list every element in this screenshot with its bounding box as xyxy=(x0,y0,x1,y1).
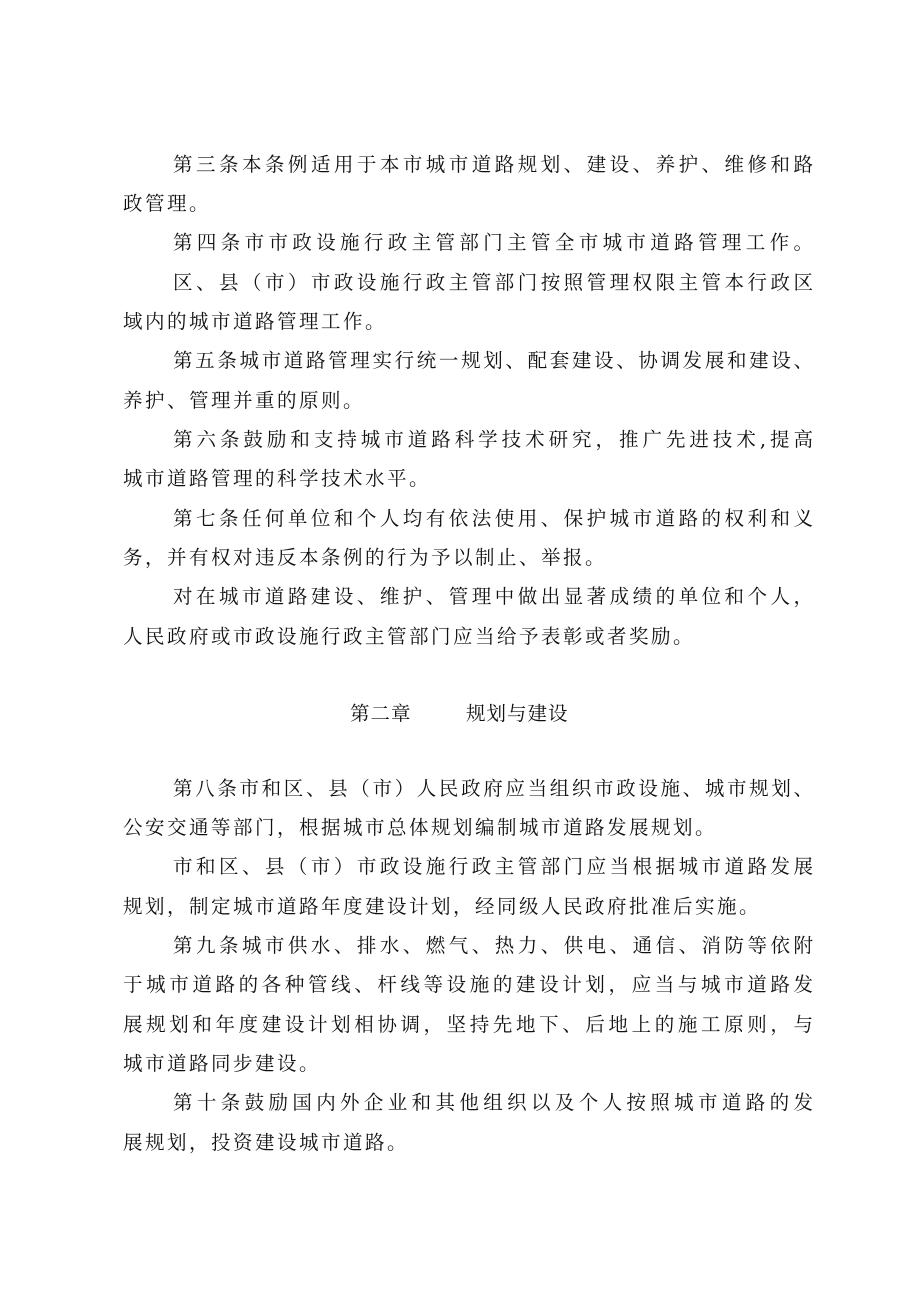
article-10-line-2: 展规划，投资建设城市道路。 xyxy=(123,1131,410,1154)
article-7-line-2: 务，并有权对违反本条例的行为予以制止、举报。 xyxy=(123,546,608,569)
article-5-line-2: 养护、管理并重的原则。 xyxy=(123,389,366,412)
article-9-line-1: 第九条城市供水、排水、燃气、热力、供电、通信、消防等依附 xyxy=(173,934,813,957)
article-9-line-3: 展规划和年度建设计划相协调，坚持先地下、后地上的施工原则，与 xyxy=(123,1013,813,1036)
article-9-line-4: 城市道路同步建设。 xyxy=(123,1052,322,1075)
article-8-para-2-line-1: 市和区、县（市）市政设施行政主管部门应当根据城市道路发展 xyxy=(173,855,813,878)
article-3-line-1: 第三条本条例适用于本市城市道路规划、建设、养护、维修和路 xyxy=(173,153,813,176)
article-6-line-1: 第六条鼓励和支持城市道路科学技术研究，推广先进技术,提高 xyxy=(173,428,813,451)
article-7-para-2-line-2: 人民政府或市政设施行政主管部门应当给予表彰或者奖励。 xyxy=(123,625,696,648)
article-4-para-2-line-2: 域内的城市道路管理工作。 xyxy=(123,310,388,333)
article-10-line-1: 第十条鼓励国内外企业和其他组织以及个人按照城市道路的发 xyxy=(173,1091,813,1114)
chapter-heading xyxy=(0,697,920,731)
article-3-line-2: 政管理。 xyxy=(123,192,212,215)
article-6-line-2: 城市道路管理的科学技术水平。 xyxy=(123,467,432,490)
article-7-line-1: 第七条任何单位和个人均有依法使用、保护城市道路的权利和义 xyxy=(173,507,813,530)
article-9-line-2: 于城市道路的各种管线、杆线等设施的建设计划，应当与城市道路发 xyxy=(123,973,813,996)
chapter-number: 第二章 xyxy=(350,702,412,725)
chapter-title: 规划与建设 xyxy=(466,702,569,725)
article-4-para-2-line-1: 区、县（市）市政设施行政主管部门按照管理权限主管本行政区 xyxy=(173,271,813,294)
article-8-line-1: 第八条市和区、县（市）人民政府应当组织市政设施、城市规划、 xyxy=(173,777,813,800)
article-4-line-1: 第四条市市政设施行政主管部门主管全市城市道路管理工作。 xyxy=(173,231,813,254)
article-8-para-2-line-2: 规划，制定城市道路年度建设计划，经同级人民政府批准后实施。 xyxy=(123,895,762,918)
article-7-para-2-line-1: 对在城市道路建设、维护、管理中做出显著成绩的单位和个人， xyxy=(173,585,813,608)
article-8-line-2: 公安交通等部门，根据城市总体规划编制城市道路发展规划。 xyxy=(123,816,718,839)
article-5-line-1: 第五条城市道路管理实行统一规划、配套建设、协调发展和建设、 xyxy=(173,349,813,372)
